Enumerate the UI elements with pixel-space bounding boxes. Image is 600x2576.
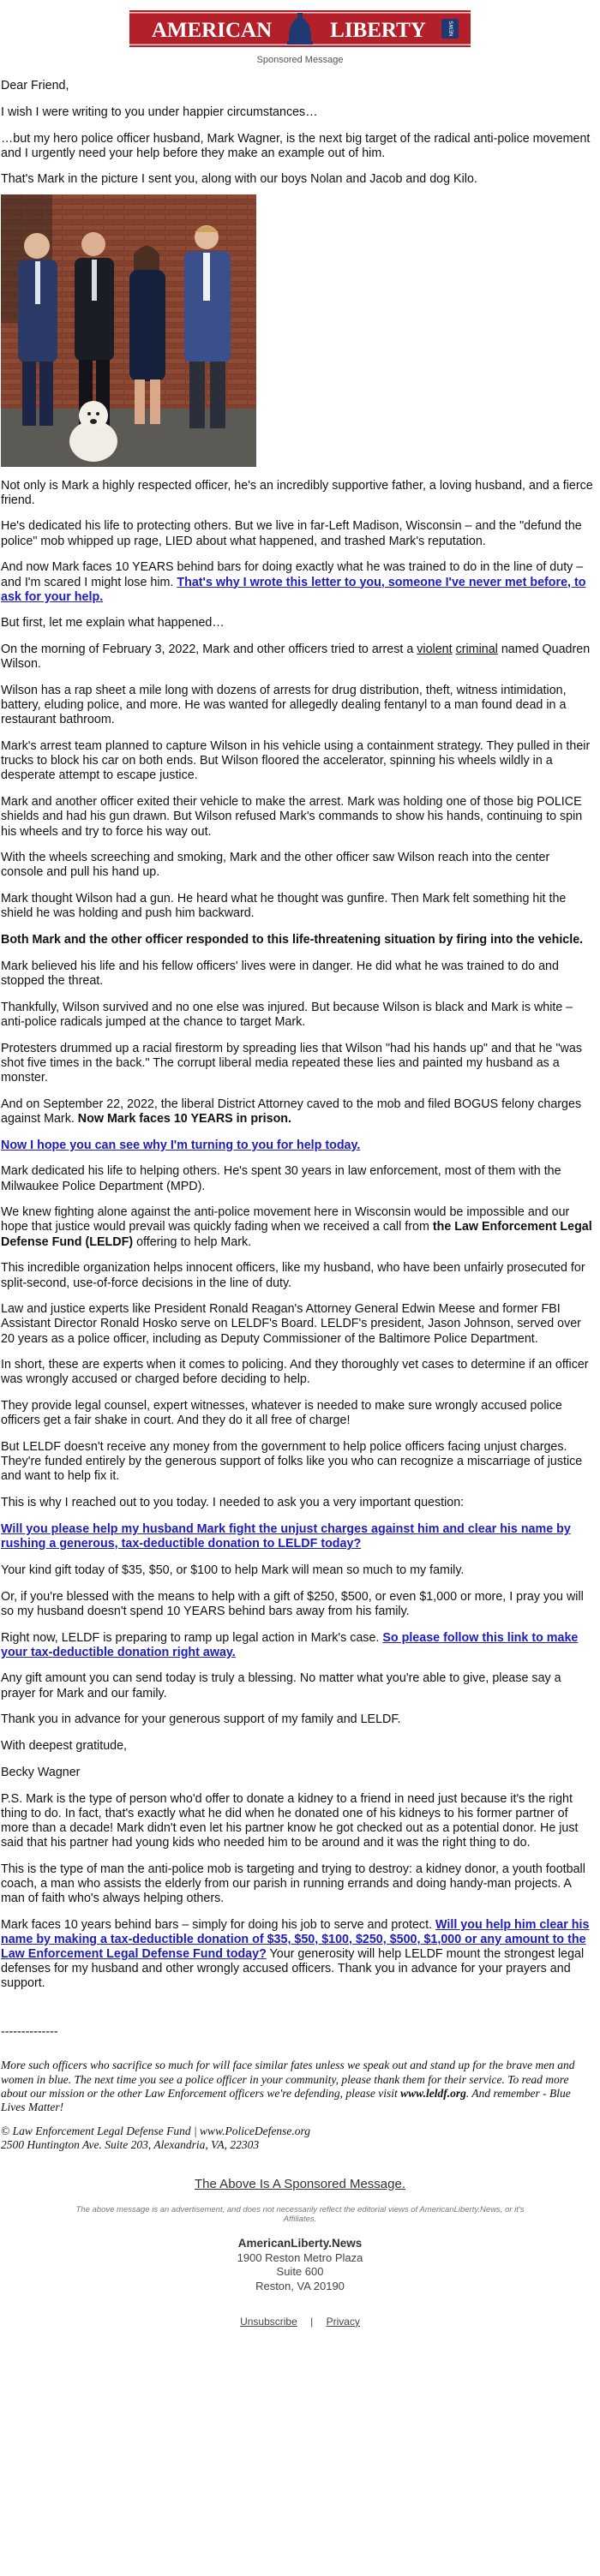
paragraph: Mark thought Wilson had a gun. He heard what he thought was gunfire. Then Mark felt something hit the shield he was holding and push him backward. xyxy=(1,892,567,921)
paragraph: Mark believed his life and his fellow officers' lives were in danger. He did what he was trained to do and stopped the threat. xyxy=(1,959,559,988)
donate-link-ps[interactable]: Will you help him clear his name by making a tax-deductible donation of $35, $50, $100, $250, $500, $1,000 or any amount to the Law Enforcement Legal Defense Fund today? xyxy=(1,1917,590,1962)
greeting: Dear Friend, xyxy=(1,79,69,93)
donate-link-main[interactable]: Will you please help my husband Mark fight the unjust charges against him and clear his name by rushing a generous, tax-deductible donation to LELDF today? xyxy=(1,1521,571,1551)
logo-word-left: AMERICAN xyxy=(151,18,273,42)
link-separator: | xyxy=(310,2315,314,2328)
american-liberty-logo[interactable] xyxy=(129,10,471,47)
underlined-word: criminal xyxy=(455,643,498,657)
paragraph: Mark dedicated his life to helping others. He's spent 30 years in law enforcement, most of them with the Milwaukee Police Department (MPD). xyxy=(1,1164,561,1193)
paragraph: Your kind gift today of $35, $50, or $100 to help Mark will mean so much to my family. xyxy=(1,1563,465,1577)
paragraph: And now Mark faces 10 YEARS behind bars for doing exactly what he was trained to do in the line of duty – and I'm scared I might lose him. That's why I wrote this letter to you, someone I've never met before, to ask for your help. xyxy=(1,560,586,604)
logo-graphic xyxy=(129,10,471,47)
paragraph: This is the type of man the anti-police mob is targeting and trying to destroy: a kidney donor, a youth football coach, a man who assists the elderly from our parish in running errands and doing handy-man projects. A man of faith who's always helping others. xyxy=(1,1862,585,1906)
publisher-address: AmericanLiberty.News 1900 Reston Metro Plaza Suite 600 Reston, VA 20190 xyxy=(237,2237,363,2292)
logo-word-right: LIBERTY xyxy=(330,18,426,42)
help-letter-link[interactable]: That's why I wrote this letter to you, someone I've never met before, to ask for your help. xyxy=(1,575,586,604)
paragraph: …but my hero police officer husband, Mark Wagner, is the next big target of the radical anti-police movement and I urgently need your help before they make an example out of him. xyxy=(1,131,591,160)
footer-note: More such officers who sacrifice so much for will face similar fates unless we speak out and stand up for the brave men and women in blue. The next time you see a police officer in your community, please thank them for their service. To read more about our mission or the other Law Enforcement officers we're defending, please visit www.leldf.org. And remember - Blue Lives Matter! xyxy=(1,2059,575,2113)
underlined-word: violent xyxy=(417,643,453,657)
paragraph: In short, these are experts when it comes to policing. And they thoroughly vet cases to determine if an officer was wrongly accused or charged before deciding to help. xyxy=(1,1358,589,1387)
paragraph: Thank you in advance for your generous support of my family and LELDF. xyxy=(1,1712,401,1727)
paragraph: He's dedicated his life to protecting others. But we live in far-Left Madison, Wisconsin – and the "defund the police" mob whipped up rage, LIED about what happened, and trashed Mark's reputation. xyxy=(1,519,582,548)
paragraph: Not only is Mark a highly respected officer, he's an incredibly supportive father, a loving husband, and a fierce friend. xyxy=(1,478,593,507)
paragraph: We knew fighting alone against the anti-police movement here in Wisconsin would be impossible and our hope that justice would prevail was quickly fading when we received a call from the Law Enforcement Legal Defense Fund (LELDF) offering to help Mark. xyxy=(1,1205,592,1249)
paragraph: This is why I reached out to you today. I needed to ask you a very important question: xyxy=(1,1496,465,1510)
paragraph xyxy=(1,1522,593,1551)
publisher-name: AmericanLiberty.News xyxy=(237,2237,363,2250)
closing: With deepest gratitude, xyxy=(1,1739,128,1754)
header xyxy=(0,0,600,57)
paragraph: Mark faces 10 years behind bars – simply for doing his job to serve and protect. Will you help him clear his name by making a tax-deductible donation of $35, $50, $100, $250, $500, $1,000 or any amount to the Law Enforcement Legal Defense Fund today? Your generosity will help LELDF mount the strongest legal defenses for my husband and other wrongly accused officers. Thank you in advance for your prayers and support. xyxy=(1,1917,590,1991)
paragraph: Wilson has a rap sheet a mile long with dozens of arrests for drug distribution, theft, witness intimidation, battery, eluding police, and more. He was wanted for allegedly dealing fentanyl to a man found dead in a restaurant bathroom. xyxy=(1,684,567,727)
paragraph xyxy=(1,1139,593,1153)
disclaimer: The above message is an advertisement, and does not necessarily reflect the editorial views of AmericanLiberty.News, or it's Affiliates. xyxy=(75,2204,525,2225)
copyright-line: © Law Enforcement Legal Defense Fund | www.PoliceDefense.org xyxy=(1,2125,311,2138)
paragraph: Right now, LELDF is preparing to ramp up legal action in Mark's case. So please follow this link to make your tax-deductible donation right away. xyxy=(1,1630,579,1659)
paragraph: Law and justice experts like President Ronald Reagan's Attorney General Edwin Meese and former FBI Assistant Director Ronald Hosko serve on LELDF's Board. LELDF's president, Jason Johnson, served over 20 years as a police officer, including as Deputy Commissioner of the Baltimore Police Department. xyxy=(1,1302,581,1346)
paragraph: Or, if you're blessed with the means to help with a gift of $250, $500, or even $1,000 or more, I pray you will so my husband doesn't spend 10 YEARS behind bars away from his family. xyxy=(1,1589,584,1618)
paragraph: On the morning of February 3, 2022, Mark and other officers tried to arrest a violent criminal named Quadren Wilson. xyxy=(1,643,591,672)
paragraph: Protesters drummed up a racial firestorm by spreading lies that Wilson "had his hands up" and that he "was shot five times in the back." The corrupt liberal media repeated these lies and painted my husband as a monster. xyxy=(1,1041,582,1085)
donate-link-follow[interactable]: So please follow this link to make your tax-deductible donation right away. xyxy=(1,1630,579,1659)
letter-body xyxy=(0,79,600,1992)
unsubscribe-link[interactable]: Unsubscribe xyxy=(240,2315,297,2328)
paragraph-bold: Both Mark and the other officer responded to this life-threatening situation by firing into the vehicle. xyxy=(1,933,584,947)
paragraph: Any gift amount you can send today is truly a blessing. No matter what you're able to give, please say a prayer for Mark and our family. xyxy=(1,1671,561,1700)
address-line: 2500 Huntington Ave. Suite 203, Alexandria, VA, 22303 xyxy=(1,2138,260,2152)
paragraph: Mark's arrest team planned to capture Wilson in his vehicle using a containment strategy. They pulled in their trucks to block his car on both ends. But Wilson floored the accelerator, spinning his wheels wildly in a desperate attempt to escape justice. xyxy=(1,739,591,783)
paragraph: But first, let me explain what happened… xyxy=(1,616,225,631)
paragraph: But LELDF doesn't receive any money from the government to help police officers facing unjust charges. They're funded entirely by the generous support of folks like you who can recognize a miscarriage of justice and want to help fix it. xyxy=(1,1440,583,1484)
paragraph: This incredible organization helps innocent officers, like my husband, who have been unfairly prosecuted for split-second, use-of-force decisions in the line of duty. xyxy=(1,1261,585,1290)
paragraph: They provide legal counsel, expert witnesses, whatever is needed to make sure wrongly accused police officers get a fair shake in court. And they do it all free of charge! xyxy=(1,1399,562,1428)
privacy-link[interactable]: Privacy xyxy=(326,2315,360,2328)
sponsored-notice[interactable]: The Above Is A Sponsored Message. xyxy=(195,2176,405,2191)
family-photo xyxy=(1,194,256,467)
signature: Becky Wagner xyxy=(1,1765,81,1779)
logo-badge: NEWS xyxy=(449,21,455,36)
paragraph: With the wheels screeching and smoking, Mark and the other officer saw Wilson reach into the center console and pull his hand up. xyxy=(1,851,550,880)
paragraph: And on September 22, 2022, the liberal District Attorney caved to the mob and filed BOGUS felony charges against Mark. Now Mark faces 10 YEARS in prison. xyxy=(1,1097,582,1126)
dash-divider: -------------- xyxy=(1,2025,58,2040)
paragraph: I wish I were writing to you under happier circumstances… xyxy=(1,105,318,119)
footer-links xyxy=(0,2316,600,2328)
sponsored-label: Sponsored Message xyxy=(256,55,344,65)
postscript: P.S. Mark is the type of person who'd offer to donate a kidney to a friend in need just because it's the right thing to do. In fact, that's exactly what he did when he donated one of his kidneys to his former partner of more than a decade! Mark didn't even let his partner know he got checked out as a potential donor. He just said that his partner had young kids who needed him to be around and it was the right thing to do. xyxy=(1,1791,579,1850)
help-today-link[interactable]: Now I hope you can see why I'm turning to you for help today. xyxy=(1,1138,361,1152)
paragraph: Mark and another officer exited their vehicle to make the arrest. Mark was holding one of those big POLICE shields and had his gun drawn. But Wilson refused Mark's commands to show his hands, continuing to spin his wheels and try to force his way out. xyxy=(1,795,583,839)
paragraph: That's Mark in the picture I sent you, along with our boys Nolan and Jacob and dog Kilo. xyxy=(1,172,477,187)
leldf-site[interactable]: www.leldf.org xyxy=(400,2086,466,2100)
paragraph: Thankfully, Wilson survived and no one else was injured. But because Wilson is black and Mark is white – anti-police radicals jumped at the chance to target Mark. xyxy=(1,1000,573,1029)
